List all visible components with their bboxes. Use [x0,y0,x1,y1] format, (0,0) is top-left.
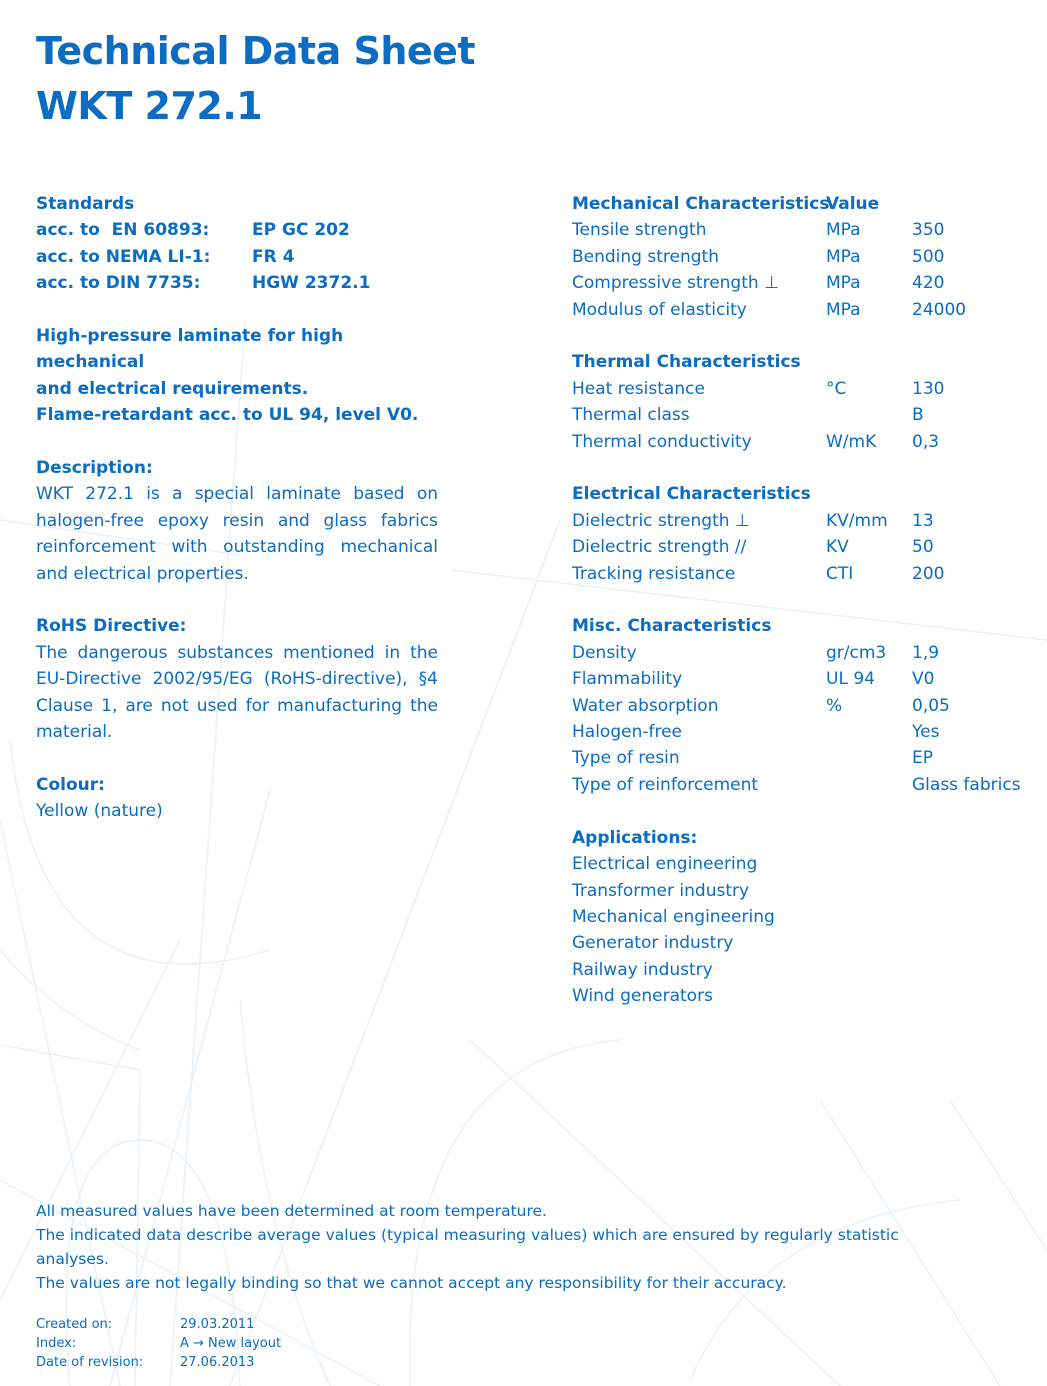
electrical-heading: Electrical Characteristics [572,484,811,505]
property-unit: W/mK [826,431,877,452]
property-value: 500 [912,246,945,267]
document-meta [36,1315,281,1372]
property-unit: MPa [826,273,861,294]
right-column [572,191,1042,1010]
description-text: WKT 272.1 is a special laminate based on halogen-free epoxy resin and glass fabrics reinforcement with outstanding mechanical and electrical properties. [36,484,438,584]
footer-line: The values are not legally binding so that we cannot accept any responsibility for their accuracy. [36,1274,787,1292]
standard-row [36,270,438,296]
property-row [572,534,1042,560]
description-heading: Description: [36,458,153,479]
summary-line: High-pressure laminate for high mechanical [36,326,344,373]
property-row [572,719,1042,745]
property-unit: MPa [826,246,861,267]
property-name: Modulus of elasticity [572,299,747,320]
colour-value: Yellow (nature) [36,801,163,822]
property-row [572,217,1042,243]
meta-row-created [36,1315,281,1334]
property-value: 1,9 [912,642,940,663]
property-unit: KV/mm [826,510,888,531]
property-value: Glass fabrics [912,774,1021,795]
property-unit: gr/cm3 [826,642,887,663]
applications-heading: Applications: [572,827,698,848]
property-unit: CTI [826,563,854,584]
rohs-heading: RoHS Directive: [36,616,187,637]
property-value: 24000 [912,299,967,320]
footer-line: The indicated data describe average values (typical measuring values) which are ensured by regularly statistic analyses. [36,1226,899,1268]
property-name: Thermal class [572,405,690,426]
property-row [572,561,1042,587]
property-row [572,270,1042,296]
created-label: Created on: [36,1317,113,1332]
footer-notes [36,1199,956,1295]
property-row [572,640,1042,666]
left-column [36,191,438,825]
property-value: EP [912,748,933,769]
standard-label: acc. to DIN 7735: [36,273,201,294]
property-row [572,402,1042,428]
property-row [572,429,1042,455]
footer-line: All measured values have been determined at room temperature. [36,1202,547,1220]
application-item: Railway industry [572,959,713,980]
property-row [572,297,1042,323]
property-row [572,508,1042,534]
meta-row-index [36,1334,281,1353]
property-row [572,693,1042,719]
mechanical-header [572,191,1042,217]
property-value: 350 [912,220,945,241]
property-value: 200 [912,563,945,584]
title-line-1: Technical Data Sheet [36,29,476,73]
standard-label: acc. to NEMA LI-1: [36,246,211,267]
property-name: Compressive strength ⊥ [572,273,779,294]
property-name: Type of reinforcement [572,774,759,795]
standard-row [36,244,438,270]
standard-value: EP GC 202 [252,220,350,241]
application-item: Generator industry [572,933,734,954]
standard-value: FR 4 [252,246,295,267]
revision-value: 27.06.2013 [180,1355,255,1370]
misc-heading: Misc. Characteristics [572,616,772,637]
summary-line: Flame-retardant acc. to UL 94, level V0. [36,405,419,426]
property-name: Water absorption [572,695,719,716]
standard-value: HGW 2372.1 [252,273,371,294]
property-unit [826,402,912,428]
property-unit: UL 94 [826,669,875,690]
title-line-2: WKT 272.1 [36,84,263,128]
property-row [572,376,1042,402]
created-value: 29.03.2011 [180,1317,255,1332]
property-unit: MPa [826,220,861,241]
property-unit: °C [826,378,847,399]
page-title [36,24,475,134]
property-row [572,244,1042,270]
standard-row [36,217,438,243]
property-name: Thermal conductivity [572,431,752,452]
property-unit: % [826,695,843,716]
property-row [572,745,1042,771]
colour-heading: Colour: [36,774,105,795]
application-item: Transformer industry [572,880,750,901]
application-item: Mechanical engineering [572,906,775,927]
revision-label: Date of revision: [36,1355,144,1370]
property-name: Dielectric strength ⊥ [572,510,750,531]
property-value: 50 [912,537,934,558]
property-value: V0 [912,669,935,690]
property-name: Type of resin [572,748,680,769]
property-value: 130 [912,378,945,399]
value-heading: Value [826,194,880,214]
property-unit [826,772,912,798]
property-unit [826,745,912,771]
meta-row-revision [36,1353,281,1372]
property-value: 0,3 [912,431,940,452]
property-value: 0,05 [912,695,950,716]
property-name: Tensile strength [572,220,707,241]
property-unit: MPa [826,299,861,320]
standards-heading: Standards [36,194,135,214]
summary-line: and electrical requirements. [36,378,309,399]
property-name: Heat resistance [572,378,705,399]
application-item: Electrical engineering [572,854,758,875]
property-unit [826,719,912,745]
property-row [572,772,1042,798]
property-name: Bending strength [572,246,719,267]
property-value: 420 [912,273,945,294]
property-value: Yes [912,722,940,743]
property-name: Halogen-free [572,722,683,743]
property-name: Tracking resistance [572,563,736,584]
property-name: Density [572,642,637,663]
property-row [572,666,1042,692]
property-value: 13 [912,510,934,531]
rohs-text: The dangerous substances mentioned in the EU-Directive 2002/95/EG (RoHS-directive), §4 Clause 1, are not used for manufacturing the material. [36,642,438,743]
standard-label: acc. to EN 60893: [36,220,210,241]
property-name: Flammability [572,669,683,690]
property-unit: KV [826,537,849,558]
index-value: A → New layout [180,1336,282,1351]
property-value: B [912,405,924,426]
mechanical-heading: Mechanical Characteristics [572,194,830,214]
application-item: Wind generators [572,986,713,1007]
index-label: Index: [36,1336,77,1351]
property-name: Dielectric strength // [572,537,747,558]
thermal-heading: Thermal Characteristics [572,352,801,373]
